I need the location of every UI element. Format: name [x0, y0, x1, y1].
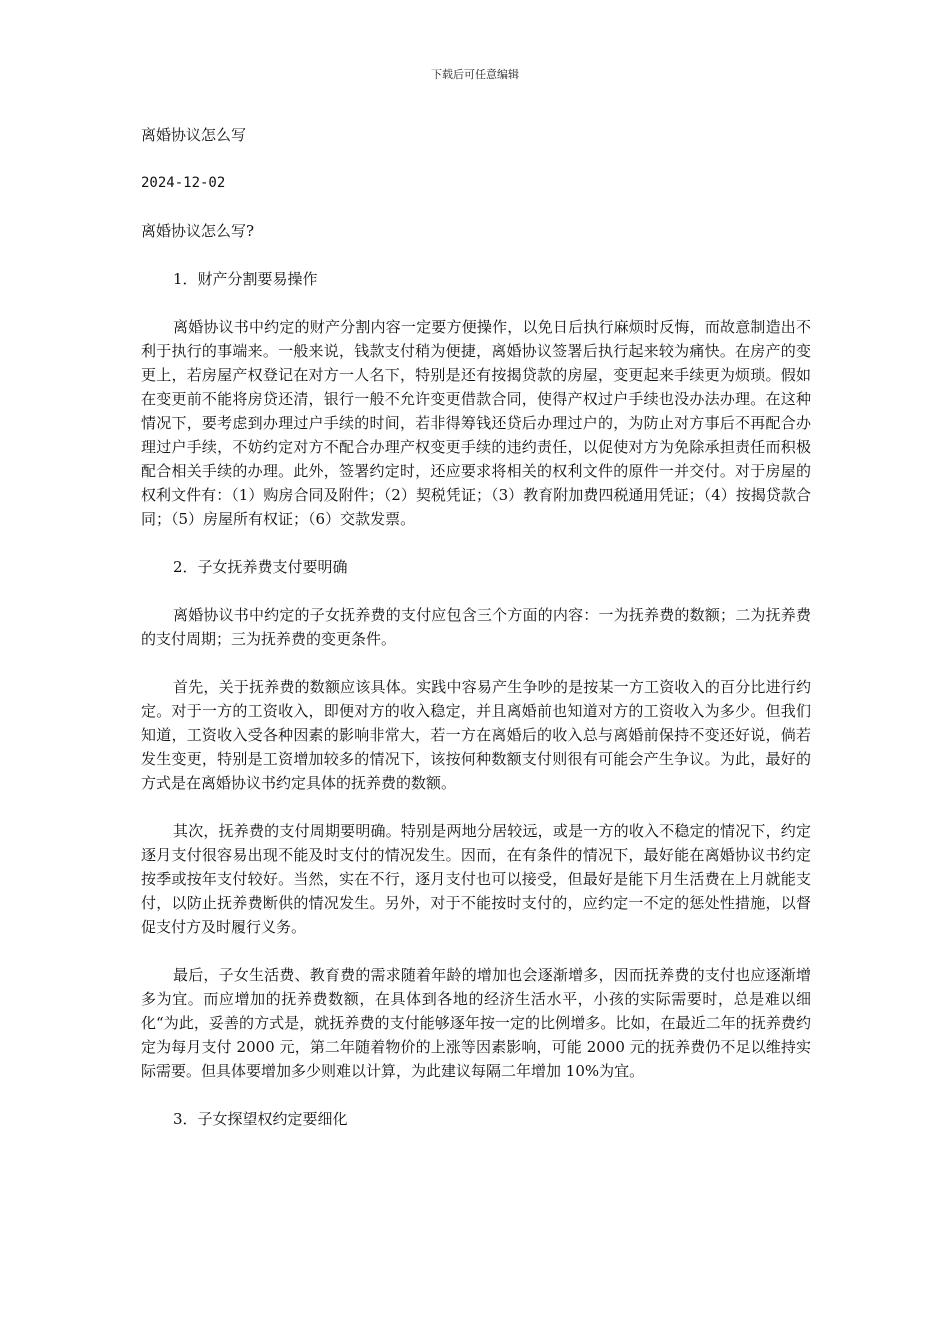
document-date: 2024-12-02: [141, 175, 226, 191]
section-2-paragraph-intro: 离婚协议书中约定的子女抚养费的支付应包含三个方面的内容：一为抚养费的数额；二为抚养费的支付周期；三为抚养费的变更条件。: [141, 606, 811, 648]
page-header-note: 下载后可任意编辑: [431, 68, 519, 81]
section-heading-1: 1．财产分割要易操作: [173, 270, 318, 288]
document-body: [141, 123, 811, 1155]
section-2-paragraph-period: 其次，抚养费的支付周期要明确。特别是两地分居较远，或是一方的收入不稳定的情况下，约定逐月支付很容易出现不能及时支付的情况发生。因而，在有条件的情况下，最好能在离婚协议书约定按季或按年支付较好。当然，实在不行，逐月支付也可以接受，但最好是能下月生活费在上月就能支付，以防止抚养费断供的情况发生。另外，对于不能按时支付的，应约定一不定的惩处性措施，以督促支付方及时履行义务。: [141, 822, 811, 936]
section-heading-3: 3．子女探望权约定要细化: [173, 1110, 348, 1128]
section-2-paragraph-increase: 最后，子女生活费、教育费的需求随着年龄的增加也会逐渐增多，因而抚养费的支付也应逐渐增多为宜。而应增加的抚养费数额，在具体到各地的经济生活水平，小孩的实际需要时，总是难以细化“为此，妥善的方式是，就抚养费的支付能够逐年按一定的比例增多。比如，在最近二年的抚养费约定为每月支付 2000 元，第二年随着物价的上涨等因素影响，可能 2000 元的抚养费仍不足以维持实际需要。但具体要增加多少则难以计算，为此建议每隔二年增加 10%为宜。: [141, 966, 811, 1080]
document-title: 离婚协议怎么写: [141, 126, 247, 144]
section-1-paragraph: 离婚协议书中约定的财产分割内容一定要方便操作，以免日后执行麻烦时反悔，而故意制造出不利于执行的事端来。一般来说，钱款支付稍为便捷，离婚协议签署后执行起来较为痛快。在房产的变更上，若房屋产权登记在对方一人名下，特别是还有按揭贷款的房屋，变更起来手续更为烦琐。假如在变更前不能将房贷还清，银行一般不允许变更借款合同，使得产权过户手续也没办法办理。在这种情况下，要考虑到办理过户手续的时间，若非得筹钱还贷后办理过户的，为防止对方事后不再配合办理过户手续，不妨约定对方不配合办理产权变更手续的违约责任，以促使对方为免除承担责任而积极配合相关手续的办理。此外，签署约定时，还应要求将相关的权利文件的原件一并交付。对于房屋的权利文件有：（1）购房合同及附件；（2）契税凭证；（3）教育附加费四税通用凭证；（4）按揭贷款合同；（5）房屋所有权证；（6）交款发票。: [141, 318, 811, 528]
document-question: 离婚协议怎么写?: [141, 222, 255, 240]
section-2-paragraph-amount: 首先，关于抚养费的数额应该具体。实践中容易产生争吵的是按某一方工资收入的百分比进行约定。对于一方的工资收入，即便对方的收入稳定，并且离婚前也知道对方的工资收入为多少。但我们知道，工资收入受各种因素的影响非常大，若一方在离婚后的收入总与离婚前保持不变还好说，倘若发生变更，特别是工资增加较多的情况下，该按何种数额支付则很有可能会产生争议。为此，最好的方式是在离婚协议书约定具体的抚养费的数额。: [141, 678, 811, 792]
section-heading-2: 2．子女抚养费支付要明确: [173, 558, 348, 576]
